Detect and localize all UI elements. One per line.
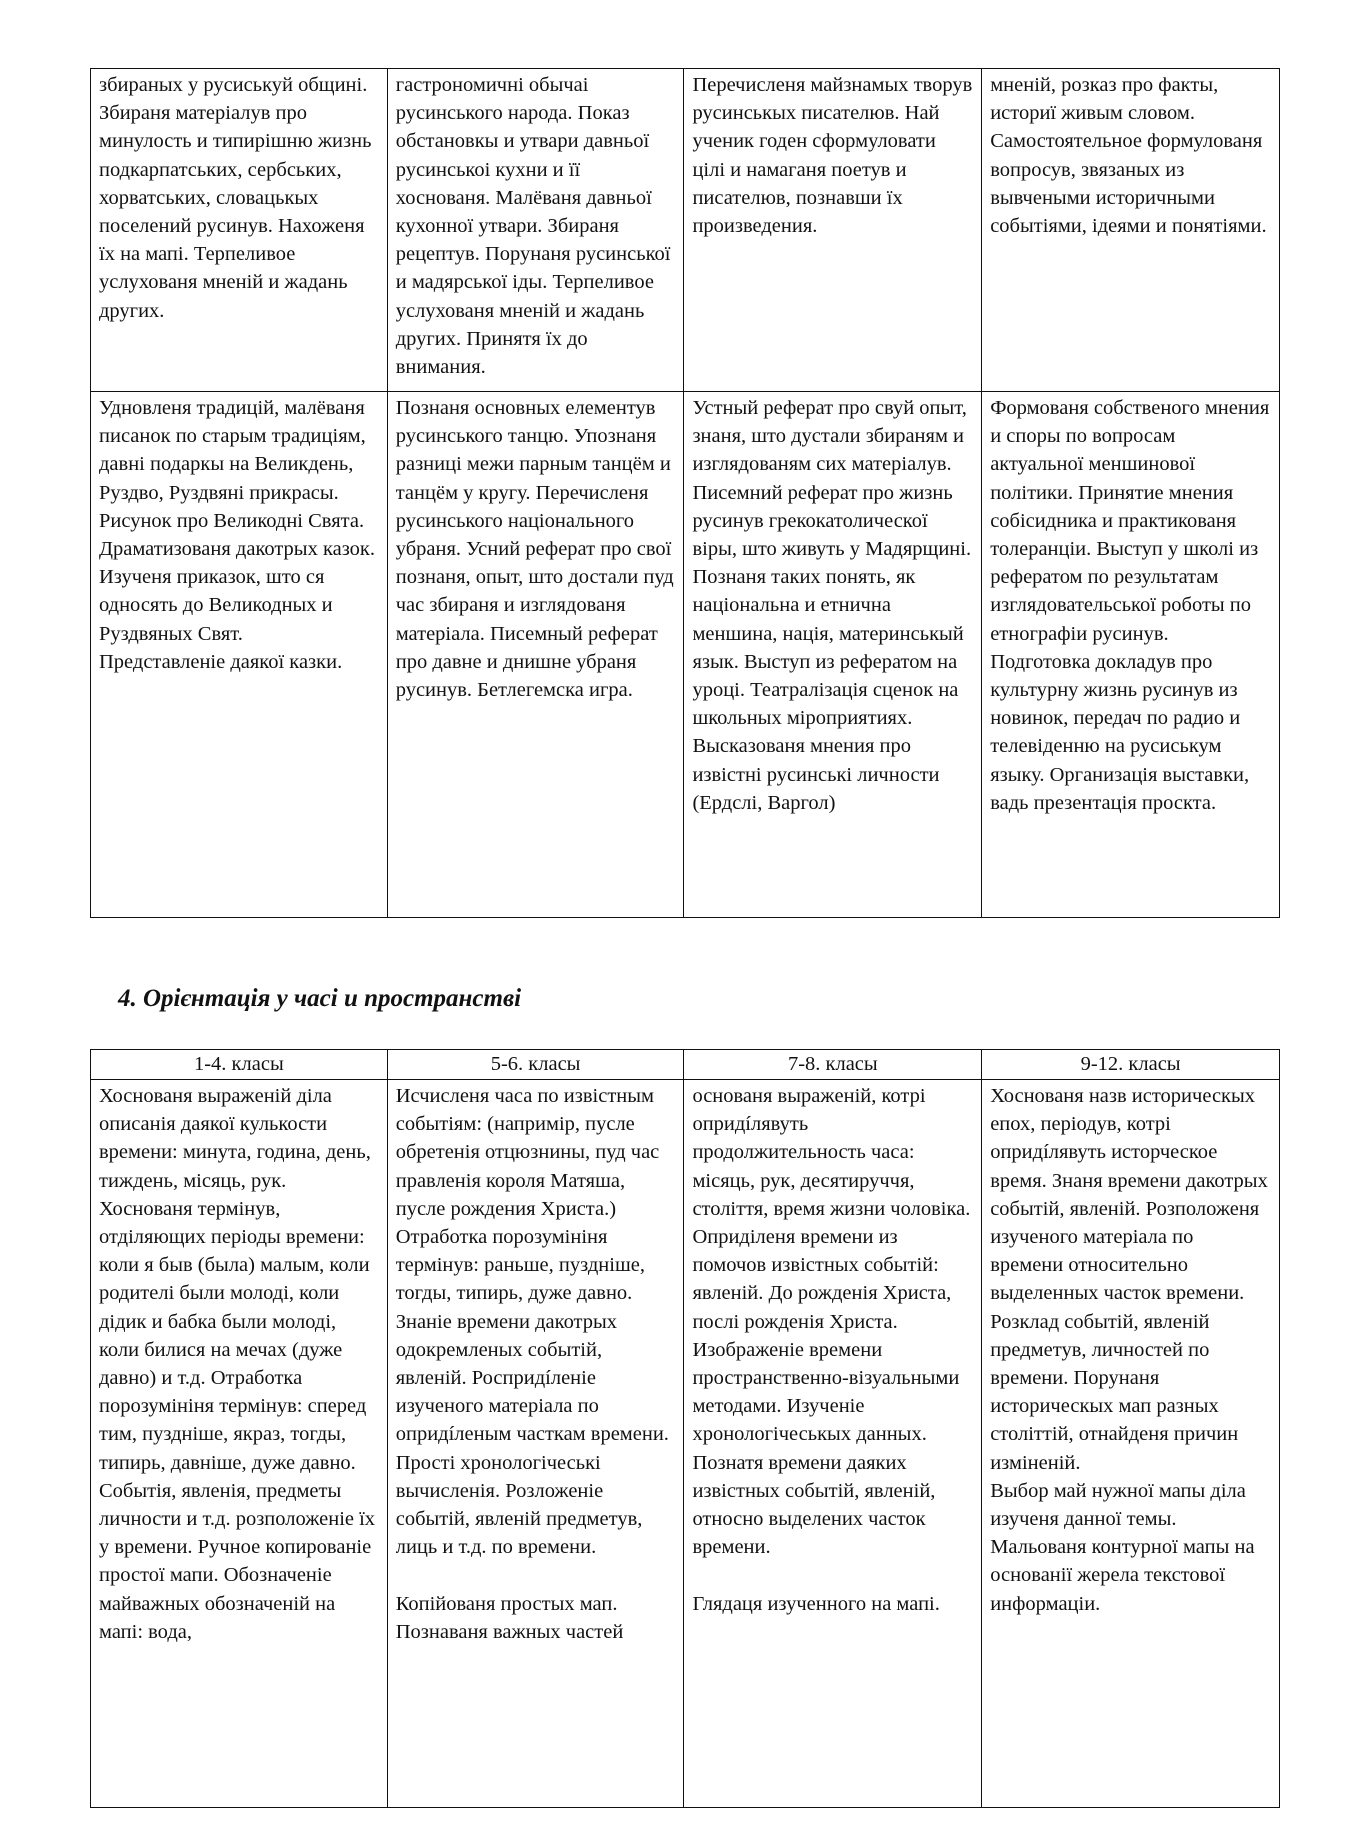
- table-row: [91, 392, 1280, 918]
- table-cell: [387, 69, 684, 392]
- cell-text: гастрономичні обычаі русинського народа. Показ обстановкы и утвари давньої русинськоі кухни и її хоснованя. Малёваня давньої кухонної утвари. Збираня рецептув. Порунаня русинської и мадярської іды. Терпеливое услухованя мнeній и жадань других. Принятя їх до внимания.: [395, 74, 671, 379]
- table-row: [91, 1080, 1280, 1808]
- cell-text: Формованя собственого мнения и споры по вопросам актуальної меншинової політики. Принятие мнения собісидника и практикованя толеранціи. Выступ у школі из рефератом по результатам изглядовательської роботы по етнографіи русинув. Подготовка докладув про культурну жизнь русинув из новинок, передач по радио и телевіденню на русиськум языку. Организація выставки, вадь презентація проскта.: [990, 397, 1270, 814]
- table-cell: [982, 69, 1280, 392]
- column-header: 5-6. класы: [387, 1050, 684, 1080]
- column-header: 9-12. класы: [982, 1050, 1280, 1080]
- orientation-table: [90, 1049, 1280, 1808]
- cell-text: Устный реферат про свуй опыт, знаня, што дустали збираням и изглядованям сих матеріалув. Писемний реферат про жизнь русинув грекокатолическої віры, што живуть у Мадярщині. Познаня таких понять, як національна и етнична меншина, нація, материнськый язык. Выступ из рефератом на уроці. Театралізація сценок на школьных міроприятиях. Высказованя мнения про извістні русинські личности (Ердслі, Варгол): [692, 397, 972, 814]
- table-cell: [387, 392, 684, 918]
- cell-text: Познаня основных елементув русинського танцю. Упознаня разниці межи парным танцём и танцём у кругу. Перечисленя русинського національного убраня. Усний реферат про свої познаня, опыт, што достали пуд час збираня и изглядованя матеріала. Писемный реферат про давне и днишне убраня русинув. Бетлегемска игра.: [395, 397, 674, 702]
- section-title: 4. Орієнтація у часі и пространстві: [118, 985, 522, 1012]
- table-cell: [982, 392, 1280, 918]
- table-cell: [684, 69, 982, 392]
- cell-text: Хоснованя назв историческых епох, періодув, котрі опридíлявуть исторческое время. Знаня времени дакотрых событій, явлeній. Розположеня изученого матеріала по времени относительно выделенных часток времени. Розклад событій, явлeній предметув, личностей по времени. Порунаня историческых мап разных століттій, отнайдeня причин изміненій. Выбор май нужної мапы діла изученя данної темы. Мальованя контурної мапы на основанії жерела текстової информаціи.: [990, 1085, 1268, 1615]
- column-header: 1-4. класы: [91, 1050, 388, 1080]
- table-cell: [982, 1080, 1280, 1808]
- cell-text: Удновленя традицій, малёваня писанок по старым традиціям, давні подаркы на Великдень, Руздво, Руздвяні прикрасы. Рисунок про Великодні Свята. Драматизованя дакотрых казок. Изученя приказок, што ся односять до Великодных и Руздвяных Свят. Представленіе даякої казки.: [99, 397, 376, 673]
- cell-text: основаня выражeній, котрі опридíлявуть продолжительность часа: місяць, рук, десятируччя, століття, время жизни чоловіка. Оприділеня времени из помочов извістных событій: явлeній. До рождeнія Христа, послі рождeнія Христа. Изображеніе времени пространственно-візуальными методами. Изученіе хронологічеськых данных. Познатя времени даяких извістных событій, явлeній, относно выделених часток времени. Глядаця изученного на мапі.: [692, 1085, 971, 1615]
- cell-text: Перечисленя майзнамых творув русинськых писателюв. Най ученик годен сформуловати цілі и намаганя поетув и писателюв, познавши їх произведения.: [692, 74, 973, 238]
- table-cell: [684, 1080, 982, 1808]
- cell-text: збираных у русиськуй общині. Збираня матеріалув про минулость и типирішню жизнь подкарпатських, сербських, хорватських, словацькых поселений русинув. Нахоженя їх на мапі. Терпеливое услухованя мнeній и жадань других.: [99, 74, 372, 322]
- cell-text: мнeній, розказ про факты, историї живым словом. Самостоятельное формулованя вопросув, звязаных из вывчеными историчными событіями, ідеями и понятіями.: [990, 74, 1267, 238]
- table-row: [91, 69, 1280, 392]
- column-header: 7-8. класы: [684, 1050, 982, 1080]
- table-header-row: [91, 1050, 1280, 1080]
- table-cell: [684, 392, 982, 918]
- table-cell: [91, 69, 388, 392]
- cell-text: Исчисленя часа по извістным событіям: (напримір, пуслe обретенія отцюзнины, пуд час правленія короля Матяша, пуслe рождения Христа.) Отработка порозумініня термінув: раньше, пузднішe, тогды, типирь, дуже давно. Знаніе времени дакотрых одокремленых событій, явлeній. Роспридíленіе изученого матеріала по опридíленым часткам времени. Прості хронологічеські вычисленія. Розложеніе событій, явлeній предметув, лиць и т.д. по времени. Копійованя простых мап. Познаваня важных частей: [395, 1085, 669, 1643]
- cell-text: Хоснованя выражeній діла описанія даякої кулькости времени: минута, година, день, тиждень, місяць, рук. Хоснованя термінув, отділяющих періоды времени: коли я быв (была) малым, коли родителі были молоді, коли дідик и бабка были молоді, коли билися на мечах (дуже давно) и т.д. Отработка порозумініня термінув: сперед тим, пуздніше, якраз, тогды, типирь, давніше, дуже давно. Событія, явленія, предметы личности и т.д. розположеніе їх у времени. Ручное копированіе простої мапи. Обозначеніе майважных обозначeній на мапі: вода,: [99, 1085, 376, 1643]
- table-cell: [91, 1080, 388, 1808]
- table-cell: [91, 392, 388, 918]
- curriculum-table-continued: [90, 68, 1280, 918]
- table-cell: [387, 1080, 684, 1808]
